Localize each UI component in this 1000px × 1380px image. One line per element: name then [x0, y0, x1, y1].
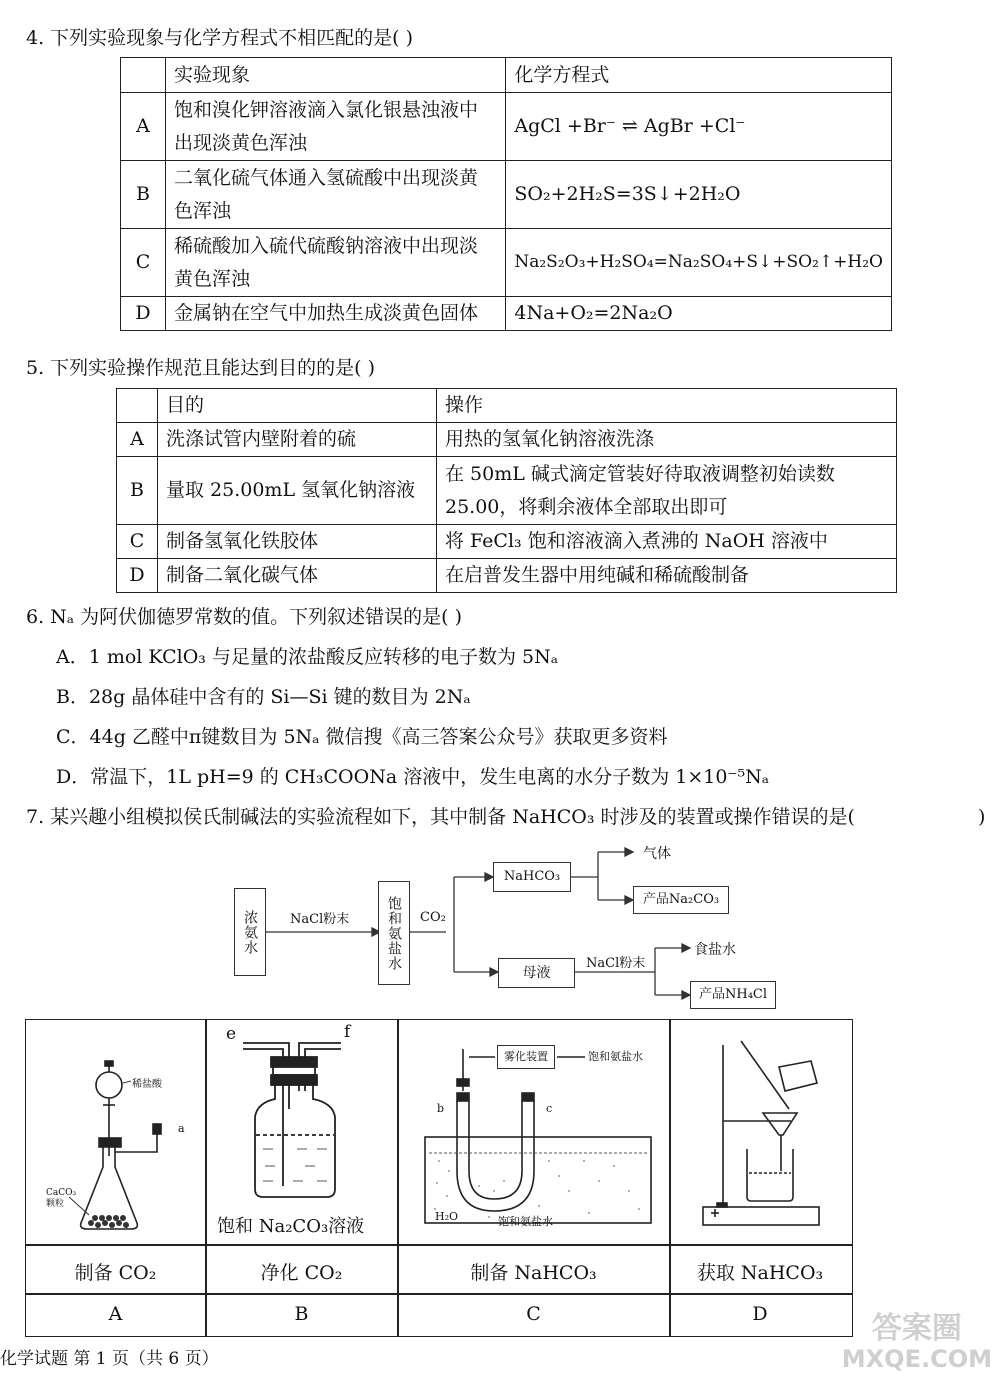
q4-header-phenomenon: 实验现象 [166, 58, 506, 93]
q5-stem: 5. 下列实验操作规范且能达到目的的是( ) [26, 357, 376, 379]
flow-nacl-label-1: NaCl粉末 [290, 912, 350, 927]
q4-row-phenomenon: 饱和溴化钾溶液滴入氯化银悬浊液中 [174, 98, 479, 121]
q4-row-key: B [121, 161, 166, 229]
q6-option-c: C．44g 乙醛中π键数目为 5Nₐ 微信搜《高三答案公众号》获取更多资料 [56, 726, 668, 748]
apparatus-a-acid-label: 稀盐酸 [132, 1079, 162, 1090]
letter-d: D [752, 1303, 768, 1325]
caption-c: 制备 NaHCO₃ [470, 1262, 597, 1284]
q4-row-equation: SO₂+2H₂S=3S↓+2H₂O [506, 161, 892, 229]
q5-row-key: B [117, 457, 158, 525]
q5-header-operation: 操作 [437, 389, 897, 423]
q4-header-equation: 化学方程式 [506, 58, 892, 93]
apparatus-c-brine-label: 饱和氨盐水 [498, 1215, 553, 1228]
flow-nacl-label-2: NaCl粉末 [586, 956, 646, 971]
apparatus-c-c-label: c [546, 1102, 553, 1115]
apparatus-c-water-label: H₂O [435, 1210, 459, 1223]
flow-product-na2co3-box: 产品Na₂CO₃ [633, 886, 729, 914]
flow-ammonia-box: 浓氨水 [234, 888, 266, 976]
apparatus-a-valve-label: a [178, 1122, 185, 1135]
q5-row-purpose: 量取 25.00mL 氢氧化钠溶液 [158, 457, 437, 525]
q5-header-purpose: 目的 [158, 389, 437, 423]
watermark-url: MXQE.COM [841, 1345, 992, 1373]
q4-row-key: C [121, 229, 166, 297]
q4-row-phenomenon: 出现淡黄色浑浊 [174, 131, 308, 154]
q7-stem-end: ) [978, 806, 986, 828]
watermark-title: 答案圈 [871, 1311, 962, 1346]
q4-row-phenomenon: 二氧化硫气体通入氢硫酸中出现淡黄 [174, 166, 479, 189]
q5-row-operation: 将 FeCl₃ 饱和溶液滴入煮沸的 NaOH 溶液中 [437, 525, 897, 559]
flow-mother-liquor-box: 母液 [498, 958, 575, 988]
letter-b: B [294, 1303, 309, 1325]
apparatus-b-liquid-label: 饱和 Na₂CO₃溶液 [217, 1216, 365, 1237]
q4-row-equation: 4Na+O₂=2Na₂O [506, 297, 892, 331]
q5-row-key: D [117, 559, 158, 593]
q6-option-a: A．1 mol KClO₃ 与足量的浓盐酸反应转移的电子数为 5Nₐ [56, 646, 559, 668]
q4-stem: 4. 下列实验现象与化学方程式不相匹配的是( ) [26, 27, 414, 49]
q5-row-operation: 在启普发生器中用纯碱和稀硫酸制备 [437, 559, 897, 593]
apparatus-b-drawing [207, 1021, 396, 1211]
q5-row-purpose: 制备氢氧化铁胶体 [158, 525, 437, 559]
q4-row-equation: Na₂S₂O₃+H₂SO₄=Na₂SO₄+S↓+SO₂↑+H₂O [506, 229, 892, 297]
letter-a: A [108, 1303, 123, 1325]
q4-row-key: A [121, 93, 166, 161]
apparatus-c-feed-label: 饱和氨盐水 [588, 1050, 643, 1063]
apparatus-c-b-label: b [437, 1102, 445, 1115]
caption-d: 获取 NaHCO₃ [696, 1262, 824, 1284]
flow-nahco3-box: NaHCO₃ [493, 862, 571, 892]
caption-a: 制备 CO₂ [74, 1262, 157, 1284]
caption-b: 净化 CO₂ [260, 1262, 343, 1284]
q4-row-equation: AgCl +Br⁻ ⇌ AgBr +Cl⁻ [506, 93, 892, 161]
apparatus-b-f-label: f [344, 1022, 351, 1042]
q5-row-key: C [117, 525, 158, 559]
q5-row-operation: 用热的氢氧化钠溶液洗涤 [437, 423, 897, 457]
q5-row-operation: 25.00，将剩余液体全部取出即可 [445, 495, 728, 518]
q4-row-phenomenon: 金属钠在空气中加热生成淡黄色固体 [166, 297, 506, 331]
page-footer: 化学试题 第 1 页（共 6 页） [0, 1349, 219, 1369]
letter-c: C [526, 1303, 541, 1325]
flow-gas-label: 气体 [643, 846, 671, 862]
q4-row-phenomenon: 稀硫酸加入硫代硫酸钠溶液中出现淡 [174, 234, 479, 257]
q5-row-operation: 在 50mL 碱式滴定管装好待取液调整初始读数 [445, 462, 835, 485]
q4-row-key: D [121, 297, 166, 331]
q4-row-phenomenon: 黄色浑浊 [174, 267, 251, 290]
flow-brine-label: 食盐水 [694, 942, 736, 958]
flow-product-nh4cl-box: 产品NH₄Cl [690, 981, 776, 1009]
q5-row-purpose: 洗涤试管内壁附着的硫 [158, 423, 437, 457]
watermark-logo [842, 1312, 992, 1372]
flow-co2-label: CO₂ [420, 910, 446, 925]
flow-saturated-box: 饱和氨盐水 [378, 881, 410, 985]
q7-stem: 7. 某兴趣小组模拟侯氏制碱法的实验流程如下，其中制备 NaHCO₃ 时涉及的装置或操作错误的是( [26, 806, 855, 828]
q5-row-key: A [117, 423, 158, 457]
q4-row-phenomenon: 色浑浊 [174, 199, 232, 222]
apparatus-b-e-label: e [226, 1024, 237, 1044]
apparatus-a-solid-label: CaCO₃颗粒 [46, 1188, 77, 1209]
apparatus-d-drawing [671, 1021, 849, 1243]
q6-option-b: B．28g 晶体硅中含有的 Si—Si 键的数目为 2Nₐ [56, 686, 471, 708]
q5-row-purpose: 制备二氧化碳气体 [158, 559, 437, 593]
apparatus-c-atomizer-box: 雾化装置 [497, 1045, 555, 1069]
q6-option-d: D．常温下，1L pH=9 的 CH₃COONa 溶液中，发生电离的水分子数为 1×10⁻⁵Nₐ [56, 766, 770, 788]
q6-stem: 6. Nₐ 为阿伏伽德罗常数的值。下列叙述错误的是( ) [26, 606, 463, 628]
